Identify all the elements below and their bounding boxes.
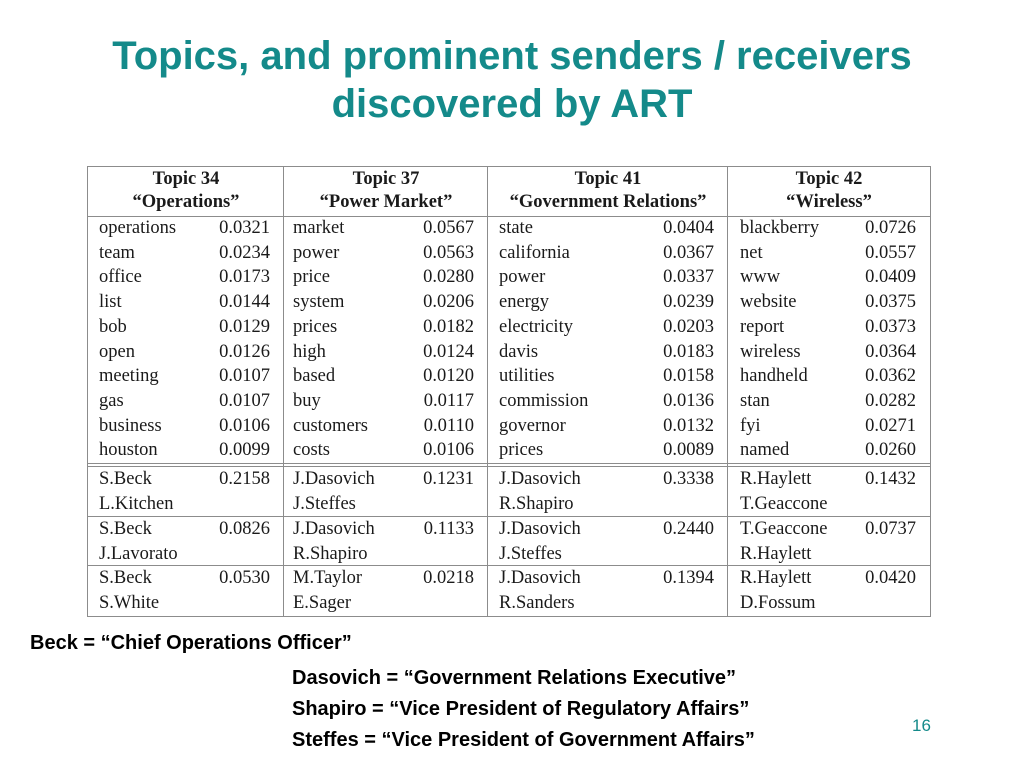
word-probability: 0.0132 (663, 415, 714, 436)
word-probability: 0.0367 (663, 242, 714, 263)
word-row (88, 265, 930, 290)
word-probability: 0.0144 (219, 292, 270, 313)
sender-name: S.Beck (99, 469, 152, 489)
pair-score: 0.2440 (663, 519, 714, 539)
topic-word: high (293, 341, 326, 362)
topic-word: wireless (740, 341, 801, 362)
sender-name: J.Dasovich (293, 519, 375, 539)
pair-score: 0.1432 (865, 469, 916, 489)
word-probability: 0.0375 (865, 292, 916, 313)
word-probability: 0.0107 (219, 390, 270, 411)
receiver-name: J.Lavorato (99, 543, 178, 564)
word-probability: 0.0567 (423, 218, 474, 238)
topic-id: Topic 37 (352, 169, 420, 189)
word-probability: 0.0117 (423, 390, 474, 411)
word-row (88, 414, 930, 439)
topic-id: Topic 41 (574, 169, 642, 189)
word-probability: 0.0106 (423, 440, 474, 461)
pair-score: 0.0218 (423, 568, 474, 588)
topic-word: governor (499, 415, 566, 436)
topic-header (488, 167, 728, 216)
topic-word: state (499, 218, 533, 238)
receiver-name: J.Steffes (293, 493, 356, 514)
sender-name: T.Geaccone (740, 519, 828, 539)
word-probability: 0.0321 (219, 218, 270, 238)
word-probability: 0.0107 (219, 366, 270, 387)
word-probability: 0.0110 (423, 415, 474, 436)
topic-word: www (740, 267, 781, 288)
word-probability: 0.0126 (219, 341, 270, 362)
sender-name: J.Dasovich (499, 469, 581, 489)
topic-word: commission (499, 390, 589, 411)
topic-word: energy (499, 292, 549, 313)
word-probability: 0.0203 (663, 316, 714, 337)
sender-name: J.Dasovich (499, 568, 581, 588)
word-probability: 0.0129 (219, 316, 270, 337)
receiver-name: J.Steffes (499, 543, 562, 564)
topic-word: california (499, 242, 570, 263)
topic-word: system (293, 292, 345, 313)
topic-word: prices (293, 316, 338, 337)
pair-score: 0.0420 (865, 568, 916, 588)
word-probability: 0.0260 (865, 440, 916, 461)
word-probability: 0.0337 (663, 267, 714, 288)
word-probability: 0.0409 (865, 267, 916, 288)
topic-word: prices (499, 440, 544, 461)
word-row (88, 216, 930, 241)
word-probability: 0.0364 (865, 341, 916, 362)
topic-word: business (99, 415, 162, 436)
topic-header (284, 167, 488, 216)
receiver-name: L.Kitchen (99, 493, 174, 514)
topic-word: operations (99, 218, 177, 238)
topic-id: Topic 42 (795, 169, 863, 189)
topic-name: “Operations” (132, 192, 240, 212)
topic-header (728, 167, 930, 216)
word-probability: 0.0563 (423, 242, 474, 263)
word-probability: 0.0373 (865, 316, 916, 337)
word-probability: 0.0158 (663, 366, 714, 387)
topic-word: handheld (740, 366, 808, 387)
word-probability: 0.0182 (423, 316, 474, 337)
topic-word: price (293, 267, 330, 288)
word-row (88, 364, 930, 389)
receiver-name: T.Geaccone (740, 493, 828, 514)
pair-score: 0.0826 (219, 519, 270, 539)
topic-word: based (293, 366, 336, 387)
topic-word: davis (499, 341, 539, 362)
note-dasovich: Dasovich = “Government Relations Executive” (292, 667, 737, 689)
title-line-2: discovered by ART (331, 82, 693, 126)
word-probability: 0.0726 (865, 218, 916, 238)
sender-name: S.Beck (99, 568, 152, 588)
pair-score: 0.1394 (663, 568, 714, 588)
slide-title (0, 32, 1024, 128)
topic-word: blackberry (740, 218, 820, 238)
topic-word: report (740, 316, 785, 337)
topic-name: “Wireless” (786, 192, 872, 212)
topic-word: list (99, 292, 122, 313)
word-probability: 0.0099 (219, 440, 270, 461)
note-steffes: Steffes = “Vice President of Government Affairs” (292, 729, 755, 751)
pair-score: 0.1133 (423, 519, 474, 539)
word-probability: 0.0124 (423, 341, 474, 362)
word-row (88, 315, 930, 340)
sender-name: R.Haylett (740, 568, 812, 588)
word-probability: 0.0271 (865, 415, 916, 436)
topic-id: Topic 34 (152, 169, 220, 189)
word-probability: 0.0557 (865, 242, 916, 263)
word-probability: 0.0404 (663, 218, 714, 238)
topic-word: open (99, 341, 135, 362)
topic-word: power (293, 242, 340, 263)
pair-score: 0.3338 (663, 469, 714, 489)
topic-word: bob (99, 316, 127, 337)
word-probability: 0.0136 (663, 390, 714, 411)
receiver-name: R.Shapiro (499, 493, 574, 514)
word-row (88, 438, 930, 463)
word-probability: 0.0234 (219, 242, 270, 263)
pair-score: 0.2158 (219, 469, 270, 489)
receiver-name: R.Sanders (499, 592, 575, 613)
receiver-name: S.White (99, 592, 160, 613)
sender-name: J.Dasovich (499, 519, 581, 539)
word-probability: 0.0183 (663, 341, 714, 362)
topic-name: “Government Relations” (509, 192, 707, 212)
receiver-name: E.Sager (293, 592, 352, 613)
table-header-row (88, 167, 930, 217)
sender-name: R.Haylett (740, 469, 812, 489)
topic-word: market (293, 218, 345, 238)
word-row (88, 241, 930, 266)
topic-word: customers (293, 415, 369, 436)
topic-word: meeting (99, 366, 159, 387)
word-probability: 0.0106 (219, 415, 270, 436)
topics-table (87, 166, 931, 617)
note-beck: Beck = “Chief Operations Officer” (30, 632, 352, 654)
word-probability: 0.0282 (865, 390, 916, 411)
receiver-name: R.Haylett (740, 543, 812, 564)
topic-word: fyi (740, 415, 761, 436)
pair-score: 0.1231 (423, 469, 474, 489)
topic-word: gas (99, 390, 124, 411)
word-probability: 0.0120 (423, 366, 474, 387)
topic-word: stan (740, 390, 770, 411)
word-row (88, 340, 930, 365)
page-number: 16 (912, 716, 931, 735)
word-probability: 0.0206 (423, 292, 474, 313)
topic-word: costs (293, 440, 330, 461)
receiver-name: D.Fossum (740, 592, 816, 613)
word-probability: 0.0089 (663, 440, 714, 461)
pair-score: 0.0530 (219, 568, 270, 588)
topic-word: net (740, 242, 763, 263)
topic-word: named (740, 440, 790, 461)
note-shapiro: Shapiro = “Vice President of Regulatory Affairs” (292, 698, 750, 720)
topic-word: utilities (499, 366, 555, 387)
topic-word: office (99, 267, 142, 288)
topic-word: team (99, 242, 135, 263)
topic-word: website (740, 292, 797, 313)
topic-word: electricity (499, 316, 573, 337)
title-line-1: Topics, and prominent senders / receivers (112, 34, 912, 78)
word-probability: 0.0362 (865, 366, 916, 387)
topic-word: power (499, 267, 546, 288)
word-row (88, 290, 930, 315)
topic-word: houston (99, 440, 158, 461)
receiver-name: R.Shapiro (293, 543, 368, 564)
pair-score: 0.0737 (865, 519, 916, 539)
topic-name: “Power Market” (319, 192, 453, 212)
sender-name: S.Beck (99, 519, 152, 539)
sender-name: M.Taylor (293, 568, 363, 588)
topic-header (88, 167, 284, 216)
word-row (88, 389, 930, 414)
word-probability: 0.0239 (663, 292, 714, 313)
topic-word: buy (293, 390, 321, 411)
word-probability: 0.0280 (423, 267, 474, 288)
sender-name: J.Dasovich (293, 469, 375, 489)
word-probability: 0.0173 (219, 267, 270, 288)
